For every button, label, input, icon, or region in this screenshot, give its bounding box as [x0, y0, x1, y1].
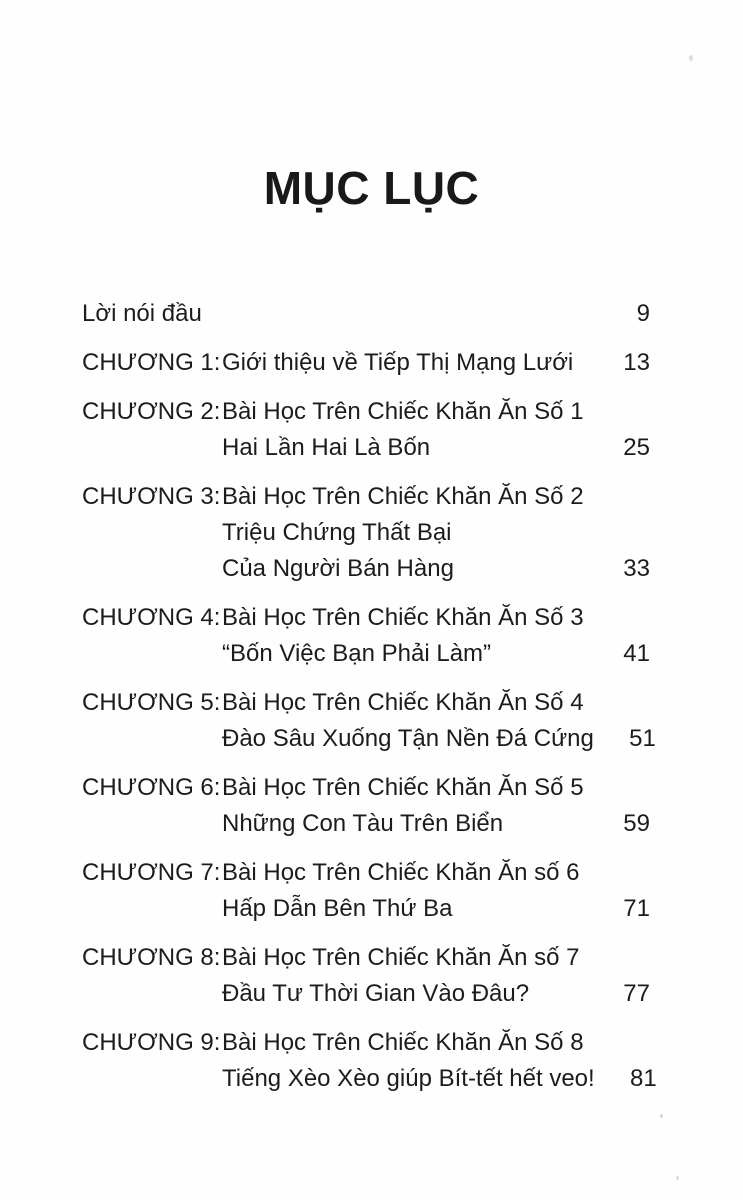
chapter-label: CHƯƠNG 6:	[82, 774, 221, 801]
title-line: Hấp Dẫn Bên Thứ Ba	[222, 895, 453, 922]
chapter-title-lines	[222, 685, 594, 757]
page-number: 59	[623, 810, 650, 837]
chapter-title-lines	[222, 479, 588, 587]
title-line: Bài Học Trên Chiếc Khăn Ăn Số 4	[222, 689, 584, 716]
toc-entry	[82, 479, 650, 587]
page-number: 9	[636, 300, 650, 327]
chapter-title-lines	[222, 940, 588, 1012]
toc-entry	[82, 394, 650, 466]
chapter-label: CHƯƠNG 2:	[82, 398, 221, 425]
toc-list	[0, 296, 743, 1097]
scan-speck	[676, 1176, 679, 1180]
page-number: 41	[623, 640, 650, 667]
toc-entry	[82, 296, 650, 332]
title-line: Đầu Tư Thời Gian Vào Đâu?	[222, 980, 530, 1007]
page-number: 71	[623, 895, 650, 922]
title-line: Lời nói đầu	[82, 300, 202, 327]
title-line: Bài Học Trên Chiếc Khăn Ăn Số 5	[222, 774, 584, 801]
scan-speck	[689, 55, 693, 61]
chapter-title-lines	[222, 855, 588, 927]
title-line: Bài Học Trên Chiếc Khăn Ăn Số 2	[222, 483, 584, 510]
title-line: Đào Sâu Xuống Tận Nền Đá Cứng	[222, 725, 594, 752]
chapter-label: CHƯƠNG 3:	[82, 483, 221, 510]
chapter-title-lines	[222, 1025, 595, 1097]
chapter-title-lines	[82, 296, 588, 332]
title-line: Những Con Tàu Trên Biển	[222, 810, 504, 837]
title-line: Bài Học Trên Chiếc Khăn Ăn Số 1	[222, 398, 584, 425]
page-number: 25	[623, 434, 650, 461]
title-line: Giới thiệu về Tiếp Thị Mạng Lưới	[222, 349, 574, 376]
chapter-title-lines	[222, 345, 588, 381]
title-line: Hai Lần Hai Là Bốn	[222, 434, 431, 461]
title-line: Bài Học Trên Chiếc Khăn Ăn số 7	[222, 944, 580, 971]
title-line: Của Người Bán Hàng	[222, 555, 454, 582]
page-number: 13	[623, 349, 650, 376]
chapter-title-lines	[222, 600, 588, 672]
chapter-label: CHƯƠNG 1:	[82, 349, 221, 376]
chapter-label: CHƯƠNG 7:	[82, 859, 221, 886]
chapter-label: CHƯƠNG 9:	[82, 1029, 221, 1056]
toc-entry	[82, 855, 650, 927]
chapter-label: CHƯƠNG 8:	[82, 944, 221, 971]
chapter-label: CHƯƠNG 4:	[82, 604, 221, 631]
title-line: Bài Học Trên Chiếc Khăn Ăn Số 3	[222, 604, 584, 631]
chapter-title-lines	[222, 394, 588, 466]
title-line: Tiếng Xèo Xèo giúp Bít-tết hết veo!	[222, 1065, 595, 1092]
title-line: Triệu Chứng Thất Bại	[222, 519, 452, 546]
chapter-title-lines	[222, 770, 588, 842]
page-number: 51	[629, 725, 656, 752]
page-number: 33	[623, 555, 650, 582]
title-line: “Bốn Việc Bạn Phải Làm”	[222, 640, 492, 667]
toc-entry	[82, 770, 650, 842]
scan-speck	[660, 1114, 663, 1118]
page-number: 77	[623, 980, 650, 1007]
toc-entry	[82, 940, 650, 1012]
toc-entry	[82, 1025, 657, 1097]
page-title: MỤC LỤC	[263, 162, 480, 214]
chapter-label: CHƯƠNG 5:	[82, 689, 221, 716]
toc-entry	[82, 600, 650, 672]
toc-entry	[82, 345, 650, 381]
title-line: Bài Học Trên Chiếc Khăn Ăn số 6	[222, 859, 580, 886]
title-line: Bài Học Trên Chiếc Khăn Ăn Số 8	[222, 1029, 584, 1056]
page-number: 81	[629, 1065, 657, 1092]
toc-entry	[82, 685, 656, 757]
